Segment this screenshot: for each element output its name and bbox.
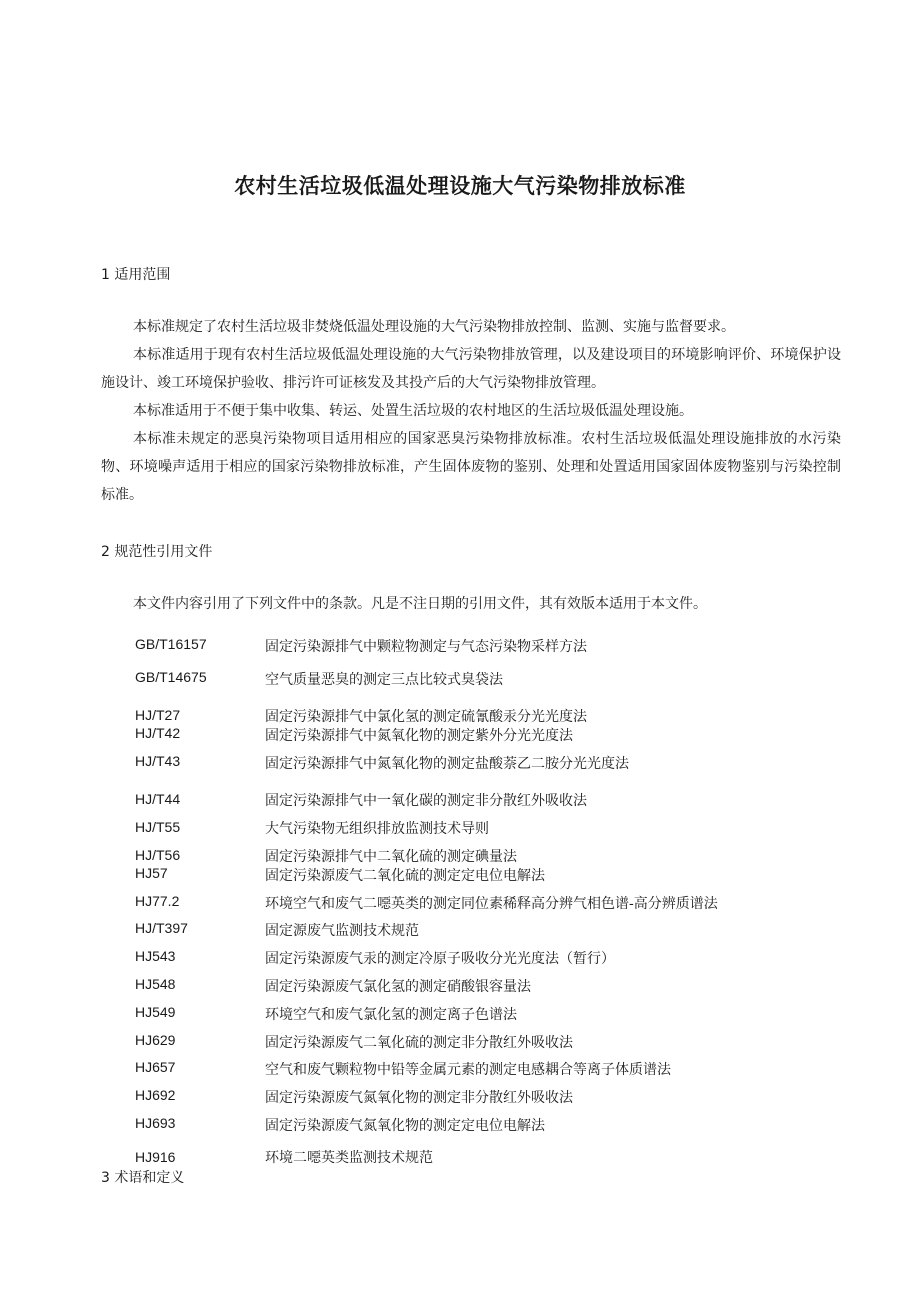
reference-code: HJ916 [135,1149,176,1165]
reference-title: 固定污染源废气二氧化硫的测定非分散红外吸收法 [265,1035,573,1051]
reference-title: 环境空气和废气氯化氢的测定离子色谱法 [265,1007,517,1023]
section-1-heading: 1 适用范围 [101,267,171,283]
page-title: 农村生活垃圾低温处理设施大气污染物排放标准 [234,174,686,198]
reference-code: HJ549 [135,1004,176,1020]
reference-title: 固定污染源排气中一氧化碳的测定非分散红外吸收法 [265,793,587,809]
reference-title: 固定污染源排气中氯化氢的测定硫氰酸汞分光光度法 [265,709,587,725]
section-1-paragraph: 本标准未规定的恶臭污染物项目适用相应的国家恶臭污染物排放标准。农村生活垃圾低温处理设施排放的水污染物、环境噪声适用于相应的国家污染物排放标准，产生固体废物的鉴别、处理和处置适用国家固体废物鉴别与污染控制标准。 [101,431,841,503]
reference-title: 固定污染源排气中二氧化硫的测定碘量法 [265,849,517,865]
reference-title: 环境空气和废气二噁英类的测定同位素稀释高分辨气相色谱-高分辨质谱法 [265,896,718,912]
reference-code: HJ/T42 [135,725,181,741]
reference-title: 固定源废气监测技术规范 [265,923,419,939]
reference-title: 固定污染源排气中颗粒物测定与气态污染物采样方法 [265,639,587,655]
reference-title: 环境二噁英类监测技术规范 [265,1150,433,1166]
reference-code: HJ/T44 [135,791,181,807]
reference-code: GB/T14675 [135,669,207,685]
reference-code: HJ629 [135,1032,176,1048]
reference-code: HJ543 [135,948,176,964]
reference-code: HJ/T397 [135,920,188,936]
section-1-paragraph: 本标准适用于现有农村生活垃圾低温处理设施的大气污染物排放管理，以及建设项目的环境影响评价、环境保护设施设计、竣工环境保护验收、排污许可证核发及其投产后的大气污染物排放管理。 [101,347,841,391]
reference-code: GB/T16157 [135,636,207,652]
reference-code: HJ548 [135,976,176,992]
reference-code: HJ/T55 [135,819,181,835]
reference-code: HJ77.2 [135,893,180,909]
reference-code: HJ57 [135,865,168,881]
reference-title: 固定污染源排气中氮氧化物的测定紫外分光光度法 [265,728,573,744]
reference-code: HJ/T27 [135,707,181,723]
reference-title: 大气污染物无组织排放监测技术导则 [265,821,489,837]
section-2-intro: 本文件内容引用了下列文件中的条款。凡是不注日期的引用文件，其有效版本适用于本文件。 [133,596,707,612]
section-1-paragraph: 本标准规定了农村生活垃圾非焚烧低温处理设施的大气污染物排放控制、监测、实施与监督要求。 [133,319,735,335]
reference-code: HJ/T56 [135,847,181,863]
section-3-heading: 3 术语和定义 [101,1170,185,1186]
section-2-heading: 2 规范性引用文件 [101,544,213,560]
reference-title: 固定污染源废气氯化氢的测定硝酸银容量法 [265,979,531,995]
reference-code: HJ693 [135,1115,176,1131]
reference-title: 固定污染源废气氮氧化物的测定定电位电解法 [265,1118,545,1134]
reference-title: 空气质量恶臭的测定三点比较式臭袋法 [265,672,503,688]
reference-title: 固定污染源废气二氧化硫的测定定电位电解法 [265,868,545,884]
reference-title: 空气和废气颗粒物中铅等金属元素的测定电感耦合等离子体质谱法 [265,1062,671,1078]
reference-title: 固定污染源排气中氮氧化物的测定盐酸萘乙二胺分光光度法 [265,756,629,772]
reference-code: HJ657 [135,1059,176,1075]
reference-code: HJ/T43 [135,753,181,769]
reference-title: 固定污染源废气氮氧化物的测定非分散红外吸收法 [265,1090,573,1106]
reference-title: 固定污染源废气汞的测定冷原子吸收分光光度法（暂行） [265,951,615,967]
reference-code: HJ692 [135,1087,176,1103]
section-1-paragraph: 本标准适用于不便于集中收集、转运、处置生活垃圾的农村地区的生活垃圾低温处理设施。 [133,403,693,419]
